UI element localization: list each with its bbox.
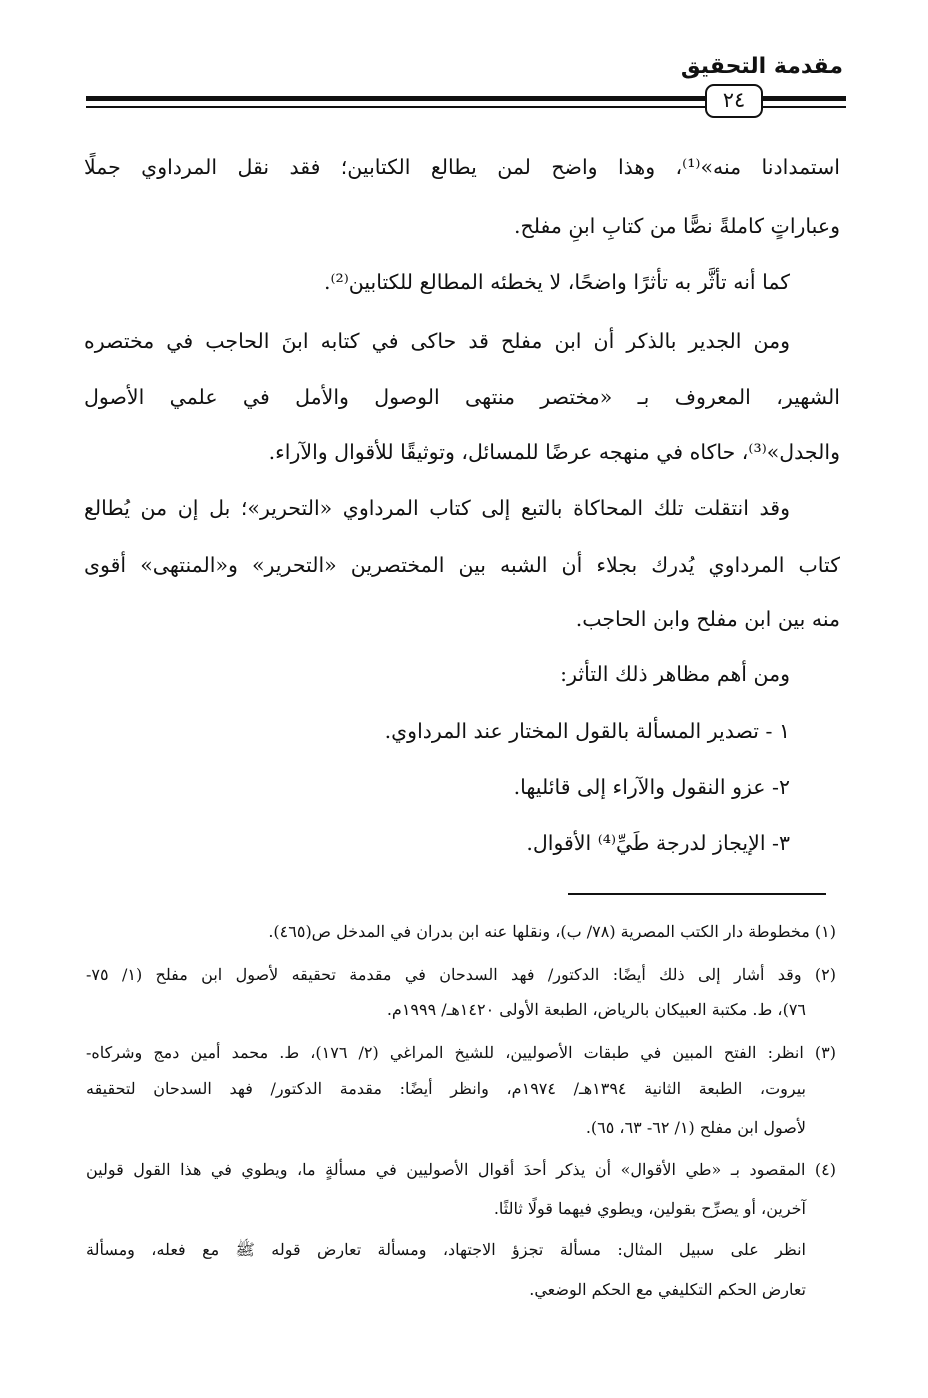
body-line: منه بين ابن مفلح وابن الحاجب. [575,607,840,631]
footnote-line: (٢) وقد أشار إلى ذلك أيضًا: الدكتور/ فهد السدحان في مقدمة تحقيقه لأصول ابن مفلح (١/ ٧٥- [86,965,836,984]
footnote-line: (٣) انظر: الفتح المبين في طبقات الأصوليين، للشيخ المراغي (٢/ ١٧٦)، ط. محمد أمين دمج وشركاه- [86,1043,836,1062]
body-line: كما أنه تأثَّر به تأثرًا واضحًا، لا يخطئه المطالع للكتابين⁽²⁾. [323,270,790,294]
footnote-line: ٧٦)، ط. مكتبة العبيكان بالرياض، الطبعة الأولى ١٤٢٠هـ/ ١٩٩٩م. [386,1000,806,1019]
body-line: ومن الجدير بالذكر أن ابن مفلح قد حاكى في كتابه ابنَ الحاجب في مختصره [84,329,790,353]
footnote-line: انظر على سبيل المثال: مسألة تجزؤ الاجتهاد، ومسألة تعارض قوله ﷺ مع فعله، ومسألة [86,1240,806,1259]
body-line: ومن أهم مظاهر ذلك التأثر: [560,662,790,686]
footnote-line: (١) مخطوطة دار الكتب المصرية (٧٨/ ب)، ونقلها عنه ابن بدران في المدخل ص(٤٦٥). [268,922,836,941]
footnote-line: (٤) المقصود بـ «طي الأقوال» أن يذكر أحدَ أقوال الأصوليين في مسألةٍ ما، ويطوي في هذا القول قولين [86,1160,836,1179]
list-item: ١ - تصدير المسألة بالقول المختار عند المرداوي. [384,719,790,743]
body-line: استمدادنا منه»⁽¹⁾، وهذا واضح لمن يطالع الكتابين؛ فقد نقل المرداوي جملًا [84,155,840,179]
running-title: مقدمة التحقيق [680,54,843,79]
list-item: ٣- الإيجاز لدرجة طَيِّ⁽⁴⁾ الأقوال. [526,831,790,855]
footnote-line: آخرين، أو يصرِّح بقولين، ويطوي فيهما قولًا ثالثًا. [493,1199,806,1218]
list-item: ٢- عزو النقول والآراء إلى قائليها. [513,775,790,799]
body-line: وقد انتقلت تلك المحاكاة بالتبع إلى كتاب المرداوي «التحرير»؛ بل إن من يُطالع [84,496,790,520]
body-line: كتاب المرداوي يُدرك بجلاء أن الشبه بين المختصرين «التحرير» و«المنتهى» أقوى [84,553,840,577]
body-line: والجدل»⁽³⁾، حاكاه في منهجه عرضًا للمسائل، وتوثيقًا للأقوال والآراء. [268,440,840,464]
body-line: الشهير، المعروف بـ «مختصر منتهى الوصول والأمل في علمي الأصول [84,385,840,409]
footnote-line: لأصول ابن مفلح (١/ ٦٢- ٦٣، ٦٥). [585,1118,806,1137]
body-line: وعباراتٍ كاملةً نصًّا من كتابِ ابنِ مفلح. [513,214,840,238]
footnote-line: تعارض الحكم التكليفي مع الحكم الوضعي. [529,1280,806,1299]
footnote-line: بيروت، الطبعة الثانية ١٣٩٤هـ/ ١٩٧٤م، وانظر أيضًا: مقدمة الدكتور/ فهد السدحان لتحقيقه [86,1079,806,1098]
footnote-separator [568,893,826,895]
page-number: ٢٤ [705,84,763,118]
